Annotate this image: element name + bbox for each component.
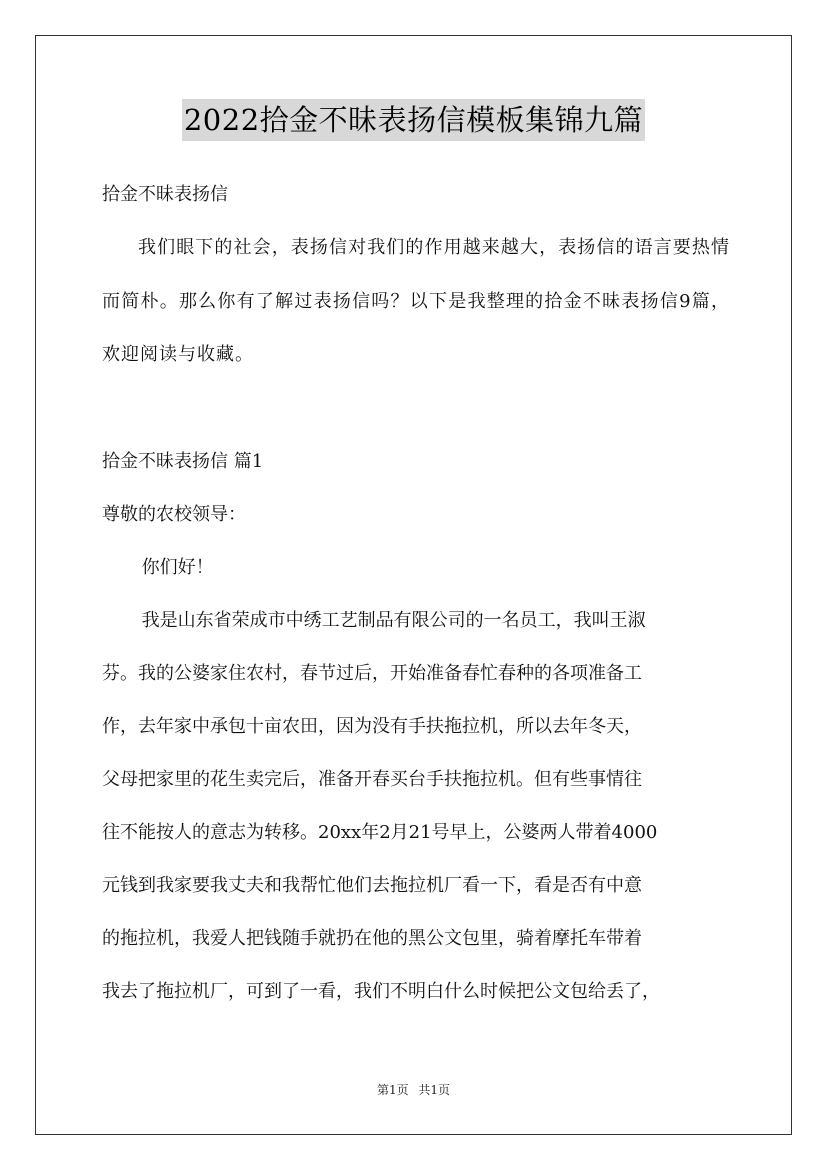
- body-line: 我是山东省荣成市中绣工艺制品有限公司的一名员工，我叫王淑: [141, 609, 646, 631]
- intro-paragraph: 我们眼下的社会，表扬信对我们的作用越来越大，表扬信的语言要热情而简朴。那么你有了解过表扬信吗？以下是我整理的拾金不昧表扬信9篇，欢迎阅读与收藏。: [102, 237, 730, 365]
- title-container: [0, 99, 827, 141]
- body-line: 作，去年家中承包十亩农田，因为没有手扶拖拉机，所以去年冬天，: [102, 715, 642, 737]
- body-line: 芬。我的公婆家住农村，春节过后，开始准备春忙春种的各项准备工: [102, 662, 642, 684]
- blank-line: [102, 382, 730, 435]
- salutation: 尊敬的农校领导：: [102, 503, 246, 525]
- page-footer: [0, 1081, 827, 1098]
- body-line: 的拖拉机，我爱人把钱随手就扔在他的黑公文包里，骑着摩托车带着: [102, 927, 642, 949]
- page-number: 第1页: [376, 1083, 409, 1097]
- section-heading: 拾金不昧表扬信: [102, 184, 228, 205]
- greeting: 你们好！: [141, 556, 214, 578]
- body-line: 父母把家里的花生卖完后，准备开春买台手扶拖拉机。但有些事情往: [102, 768, 642, 790]
- body-line: 元钱到我家要我丈夫和我帮忙他们去拖拉机厂看一下，看是否有中意: [102, 874, 642, 896]
- letter-body: [102, 594, 730, 1018]
- body-line: 往不能按人的意志为转移。20xx年2月21号早上，公婆两人带着4000: [102, 821, 658, 843]
- page-total: 共1页: [418, 1083, 451, 1097]
- letter-heading: 拾金不昧表扬信 篇1: [102, 450, 264, 472]
- body-line: 我去了拖拉机厂，可到了一看，我们不明白什么时候把公文包给丢了，: [102, 980, 660, 1002]
- document-title: 2022拾金不昧表扬信模板集锦九篇: [182, 99, 645, 141]
- document-body: [102, 168, 730, 1018]
